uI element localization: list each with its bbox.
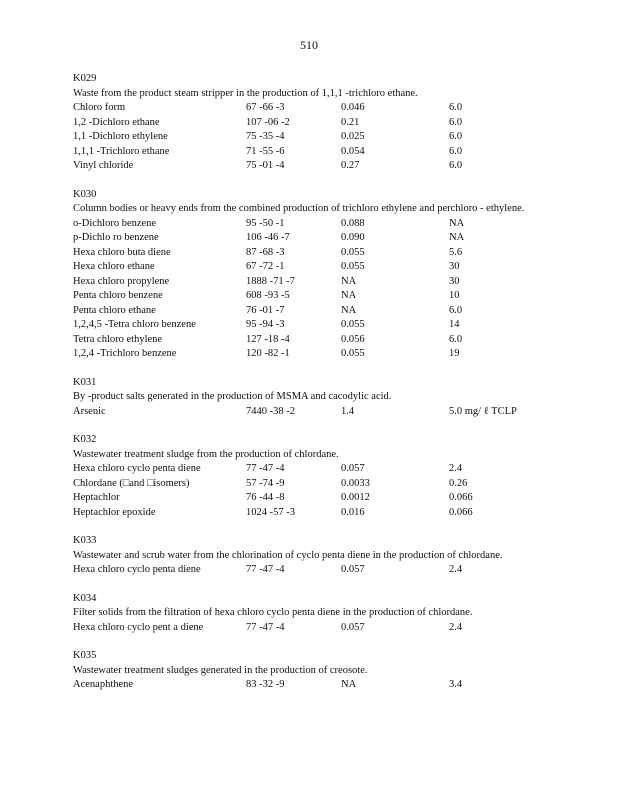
cas-number: 120 -82 -1 bbox=[246, 348, 290, 359]
cas-number: 67 -66 -3 bbox=[246, 102, 285, 113]
cas-number: 107 -06 -2 bbox=[246, 116, 290, 128]
constituent-name: Hexa chloro cyclo pent a diene bbox=[73, 621, 204, 633]
wastewater-concentration: 0.057 bbox=[341, 621, 365, 633]
waste-section bbox=[73, 534, 543, 578]
constituent-name: 1,2,4,5 -Tetra chloro benzene bbox=[73, 319, 196, 330]
waste-description: Wastewater treatment sludges generated in the production of creosote. bbox=[73, 664, 368, 676]
document-body bbox=[73, 72, 543, 707]
table-row bbox=[73, 318, 543, 333]
wastewater-concentration: 0.055 bbox=[341, 246, 365, 258]
constituent-name: p-Dichlo ro benzene bbox=[73, 232, 159, 243]
table-row bbox=[73, 333, 543, 348]
table-row bbox=[73, 506, 543, 521]
waste-code: K029 bbox=[73, 73, 97, 84]
nonwastewater-concentration: 6.0 bbox=[449, 145, 463, 157]
waste-section bbox=[73, 433, 543, 520]
nonwastewater-concentration: 2.4 bbox=[449, 463, 463, 474]
waste-description: Filter solids from the filtration of hexa chloro cyclo penta diene in the production of chlordane. bbox=[73, 607, 473, 618]
waste-section bbox=[73, 376, 543, 420]
constituent-name: Heptachlor epoxide bbox=[73, 506, 156, 518]
wastewater-concentration: 0.055 bbox=[341, 261, 365, 272]
waste-section bbox=[73, 72, 543, 174]
table-row bbox=[73, 304, 543, 319]
table-row bbox=[73, 563, 543, 578]
waste-code: K030 bbox=[73, 188, 97, 200]
waste-description: Column bodies or heavy ends from the combined production of trichloro ethylene and perchloro - ethylene. bbox=[73, 203, 525, 214]
wastewater-concentration: 0.054 bbox=[341, 145, 365, 157]
table-row bbox=[73, 477, 543, 492]
cas-number: 1888 -71 -7 bbox=[246, 275, 295, 287]
wastewater-concentration: 0.090 bbox=[341, 232, 365, 243]
constituent-name: Tetra chloro ethylene bbox=[73, 333, 163, 345]
wastewater-concentration: 0.025 bbox=[341, 131, 365, 142]
cas-number: 67 -72 -1 bbox=[246, 261, 285, 272]
constituent-name: Heptachlor bbox=[73, 492, 120, 503]
cas-number: 76 -44 -8 bbox=[246, 492, 285, 503]
constituent-name: Chloro form bbox=[73, 102, 126, 113]
nonwastewater-concentration: 30 bbox=[449, 261, 460, 272]
nonwastewater-concentration: 14 bbox=[449, 319, 460, 330]
table-row bbox=[73, 116, 543, 131]
waste-description: Wastewater treatment sludge from the production of chlordane. bbox=[73, 448, 339, 460]
table-row bbox=[73, 130, 543, 145]
constituent-name: 1,1,1 -Trichloro ethane bbox=[73, 145, 170, 157]
cas-number: 95 -94 -3 bbox=[246, 319, 285, 330]
constituent-name: 1,2 -Dichloro ethane bbox=[73, 116, 160, 128]
waste-section bbox=[73, 592, 543, 636]
wastewater-concentration: 0.088 bbox=[341, 217, 365, 229]
cas-number: 75 -35 -4 bbox=[246, 131, 285, 142]
page-number: 510 bbox=[300, 38, 318, 52]
nonwastewater-concentration: 6.0 bbox=[449, 102, 463, 113]
constituent-name: 1,2,4 -Trichloro benzene bbox=[73, 348, 177, 359]
cas-number: 77 -47 -4 bbox=[246, 621, 285, 633]
table-row bbox=[73, 621, 543, 636]
table-row bbox=[73, 491, 543, 506]
waste-description: Wastewater and scrub water from the chlorination of cyclo penta diene in the production of chlordane. bbox=[73, 549, 503, 561]
constituent-name: Penta chloro benzene bbox=[73, 290, 163, 301]
wastewater-concentration: 0.057 bbox=[341, 564, 365, 575]
nonwastewater-concentration: 2.4 bbox=[449, 564, 463, 575]
nonwastewater-concentration: 5.6 bbox=[449, 246, 463, 258]
wastewater-concentration: 0.0012 bbox=[341, 492, 370, 503]
nonwastewater-concentration: 2.4 bbox=[449, 621, 463, 633]
table-row bbox=[73, 260, 543, 275]
table-row bbox=[73, 246, 543, 261]
constituent-name: Hexa chloro propylene bbox=[73, 275, 170, 287]
wastewater-concentration: 0.21 bbox=[341, 116, 360, 128]
wastewater-concentration: 0.27 bbox=[341, 160, 360, 171]
nonwastewater-concentration: 30 bbox=[449, 275, 460, 287]
nonwastewater-concentration: 6.0 bbox=[449, 304, 463, 316]
nonwastewater-concentration: 19 bbox=[449, 348, 460, 359]
table-row bbox=[73, 217, 543, 232]
wastewater-concentration: 0.057 bbox=[341, 463, 365, 474]
wastewater-concentration: 0.046 bbox=[341, 102, 365, 113]
cas-number: 1024 -57 -3 bbox=[246, 506, 295, 518]
waste-description: By -product salts generated in the production of MSMA and cacodylic acid. bbox=[73, 391, 392, 402]
waste-code: K031 bbox=[73, 376, 97, 388]
table-row bbox=[73, 145, 543, 160]
nonwastewater-concentration: 6.0 bbox=[449, 131, 463, 142]
constituent-name: Hexa chloro ethane bbox=[73, 261, 155, 272]
cas-number: 608 -93 -5 bbox=[246, 290, 290, 301]
nonwastewater-concentration: 0.066 bbox=[449, 492, 473, 503]
cas-number: 77 -47 -4 bbox=[246, 564, 285, 575]
nonwastewater-concentration: 6.0 bbox=[449, 333, 463, 345]
nonwastewater-concentration: 0.26 bbox=[449, 477, 468, 489]
constituent-name: Hexa chloro cyclo penta diene bbox=[73, 564, 201, 575]
nonwastewater-concentration: 5.0 mg/ ℓ TCLP bbox=[449, 405, 517, 417]
nonwastewater-concentration: NA bbox=[449, 232, 465, 243]
table-row bbox=[73, 405, 543, 420]
cas-number: 71 -55 -6 bbox=[246, 145, 285, 157]
cas-number: 106 -46 -7 bbox=[246, 232, 290, 243]
constituent-name: 1,1 -Dichloro ethylene bbox=[73, 131, 168, 142]
waste-description: Waste from the product steam stripper in the production of 1,1,1 -trichloro ethane. bbox=[73, 87, 418, 99]
table-row bbox=[73, 101, 543, 116]
table-row bbox=[73, 462, 543, 477]
constituent-name: Hexa chloro cyclo penta diene bbox=[73, 463, 201, 474]
cas-number: 77 -47 -4 bbox=[246, 463, 285, 474]
constituent-name: Arsenic bbox=[73, 405, 106, 417]
table-row bbox=[73, 289, 543, 304]
table-row bbox=[73, 275, 543, 290]
wastewater-concentration: 0.0033 bbox=[341, 477, 370, 489]
cas-number: 87 -68 -3 bbox=[246, 246, 285, 258]
cas-number: 76 -01 -7 bbox=[246, 304, 285, 316]
wastewater-concentration: 0.016 bbox=[341, 506, 365, 518]
nonwastewater-concentration: 0.066 bbox=[449, 506, 473, 518]
table-row bbox=[73, 347, 543, 362]
table-row bbox=[73, 159, 543, 174]
constituent-name: Acenaphthene bbox=[73, 679, 134, 690]
waste-code: K032 bbox=[73, 434, 97, 445]
constituent-name: Penta chloro ethane bbox=[73, 304, 156, 316]
nonwastewater-concentration: NA bbox=[449, 217, 465, 229]
table-row bbox=[73, 231, 543, 246]
cas-number: 57 -74 -9 bbox=[246, 477, 285, 489]
waste-code: K034 bbox=[73, 592, 97, 604]
constituent-name: o-Dichloro benzene bbox=[73, 217, 157, 229]
nonwastewater-concentration: 6.0 bbox=[449, 160, 463, 171]
wastewater-concentration: 0.055 bbox=[341, 319, 365, 330]
nonwastewater-concentration: 6.0 bbox=[449, 116, 463, 128]
nonwastewater-concentration: 3.4 bbox=[449, 679, 463, 690]
constituent-name: Vinyl chloride bbox=[73, 160, 134, 171]
cas-number: 83 -32 -9 bbox=[246, 679, 285, 690]
wastewater-concentration: NA bbox=[341, 290, 357, 301]
table-row bbox=[73, 678, 543, 693]
nonwastewater-concentration: 10 bbox=[449, 290, 460, 301]
waste-section bbox=[73, 188, 543, 362]
cas-number: 95 -50 -1 bbox=[246, 217, 285, 229]
cas-number: 75 -01 -4 bbox=[246, 160, 285, 171]
constituent-name: Chlordane (□and □isomers) bbox=[73, 477, 190, 489]
waste-section bbox=[73, 649, 543, 693]
wastewater-concentration: NA bbox=[341, 304, 357, 316]
cas-number: 7440 -38 -2 bbox=[246, 405, 295, 417]
constituent-name: Hexa chloro buta diene bbox=[73, 246, 171, 258]
wastewater-concentration: NA bbox=[341, 275, 357, 287]
waste-code: K035 bbox=[73, 650, 97, 661]
wastewater-concentration: NA bbox=[341, 679, 357, 690]
waste-code: K033 bbox=[73, 535, 97, 546]
wastewater-concentration: 0.055 bbox=[341, 348, 365, 359]
wastewater-concentration: 0.056 bbox=[341, 333, 365, 345]
cas-number: 127 -18 -4 bbox=[246, 333, 290, 345]
wastewater-concentration: 1.4 bbox=[341, 405, 355, 417]
